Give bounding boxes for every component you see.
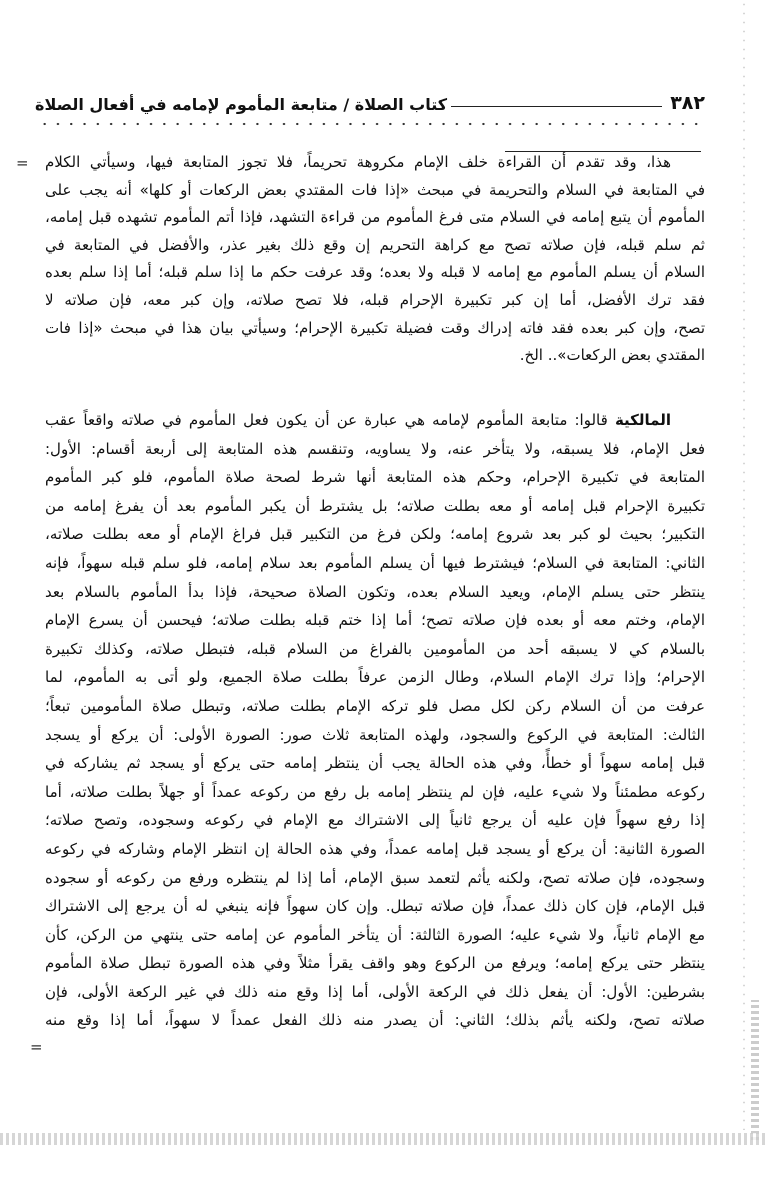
text-line: وسجوده، فإن صلاته تصح، ولكنه يأثم لتعمد سبق الإمام، أما إذا لم ينتظره ورفع من ركوعه أو سجوده xyxy=(45,868,705,887)
text-line: فقد ترك الأفضل، أما إن كبر تكبيرة الإحرام قبله، فلا تصح صلاته، وإن كبر معه، فإن صلاته لا xyxy=(45,290,705,309)
text-line: المتابعة في تكبيرة الإحرام، وحكم هذه المتابعة أنها شرط لصحة صلاة المأموم، فلو كبر المأموم xyxy=(45,468,705,487)
text-line: عرفت من أن السلام ركن لكل مصل فلو تركه الإمام بطلت صلاته، وتبطل صلاة المأمومين تبعاً؛ xyxy=(45,696,705,715)
text-line: بشرطين: الأول: أن يفعل ذلك في الركعة الأولى، أما إذا وقع منه ذلك في غير الركعة الأولى، فإن xyxy=(45,982,705,1001)
text-line: تكبيرة الإحرام قبل إمامه أو معه بطلت صلاته؛ بل يشترط أن يكبر المأموم بعد أن يفرغ إمامه من xyxy=(45,496,705,515)
text-line: الصورة الثانية: أن يركع أو يسجد قبل إمامه عمداً، وفي هذه الحالة إن انتظر الإمام وشاركه في ركوعه xyxy=(45,839,705,858)
decorative-border xyxy=(751,1000,759,1140)
text-line: قبل إمامه سهواً أو خطأً، وفي هذه الحالة يجب أن ينتظر إمامه حتى يركع أو يسجد ثم يشاركه في xyxy=(45,754,705,773)
text-line: هذا، وقد تقدم أن القراءة خلف الإمام مكروهة تحريماً، فلا تجوز المتابعة فيها، وسيأتي الكلام xyxy=(45,153,671,171)
header-title: كتاب الصلاة / متابعة المأموم لإمامه في أفعال الصلاة xyxy=(35,95,448,114)
text-line: ينتظر حتى يسلم الإمام، ويعيد السلام بعده، وتكون الصلاة صحيحة، فإذا بدأ المأموم بالسلام بعد xyxy=(45,582,705,601)
text-line: إذا رفع سهواً فإن عليه أن يرجع ثانياً إلى الاشتراك مع الإمام في ركوعه وسجوده، وتصح صلاته؛ xyxy=(45,811,705,830)
scan-margin-speckle xyxy=(741,0,747,1130)
text-line: قبل الإمام، فإن كان ذلك عمداً، فإن صلاته تبطل. وإن كان سهواً فإنه ينبغي له أن يرجع إلى الاشتراك xyxy=(45,897,705,916)
text-line: الثاني: المتابعة في السلام؛ فيشترط فيها أن يسلم المأموم بعد سلام إمامه، فلو سلم قبله سهواً، فإنه xyxy=(45,553,705,572)
text-line: ركوعه مطمئناً ولا شيء عليه، فإن لم ينتظر إمامه بل رفع من ركوعه عمداً أو جهلاً بطلت صلاته، أما xyxy=(45,782,705,801)
text-line: التكبير؛ بحيث لو كبر بعد شروع إمامه؛ ولكن فرغ من التكبير قبل فراغ الإمام أو معه بطلت صلاته، xyxy=(45,525,705,544)
running-header xyxy=(35,86,705,114)
continuation-mark-end: = xyxy=(30,1038,43,1056)
continuation-mark-start: = xyxy=(16,154,29,172)
text-line: الثالث: المتابعة في الركوع والسجود، ولهذه المتابعة ثلاث صور: الصورة الأولى: أن يركع أو يسجد xyxy=(45,725,705,744)
text-line: بالسلام كي لا يسبقه أحد من المأمومين بالفراغ من السلام قبله، فتبطل صلاته، وكذلك تكبيرة xyxy=(45,639,705,658)
text-line: ثم سلم قبله، فإن صلاته تصح مع كراهة التحريم إن وقع ذلك بغير عذر، والأفضل في المتابعة في xyxy=(45,235,705,254)
school-name-maliki: المالكية xyxy=(614,411,671,429)
footnote-paragraph-hanafi xyxy=(45,149,705,370)
text-line: مع الإمام ثانياً، ولا شيء عليه؛ الصورة الثالثة: أن يتأخر المأموم عن إمامه حتى ينتهي من الركن، كأن xyxy=(45,925,705,944)
decorative-border xyxy=(0,1133,765,1145)
text-line: الإمام، وختم معه أو بعده فإن صلاته تصح؛ أما إذا ختم قبله بطلت صلاته؛ فيحسن أن يسرع الإمام xyxy=(45,611,705,630)
header-rule xyxy=(451,106,662,107)
text-line: تصح، وإن كبر بعده فقد فاته إدراك وقت فضيلة تكبيرة الإحرام؛ وسيأتي بيان هذا في مبحث «إذا فات xyxy=(45,318,705,337)
text-line: في المتابعة في السلام والتحريمة في مبحث «إذا فات المقتدي بعض الركعات أو كلها» أنه يجب على xyxy=(45,180,705,199)
page-number: ٣٨٢ xyxy=(670,92,705,114)
text-line: السلام أن يسلم المأموم مع إمامه لا قبله ولا بعده؛ وقد عرفت حكم ما إذا سلم قبله؛ أما إذا سلم بعده xyxy=(45,263,705,282)
text-line: فعل الإمام، فلا يسبقه، ولا يتأخر عنه، ولا يساويه، وتنقسم هذه المتابعة إلى أربعة أقسام: الأول: xyxy=(45,439,705,458)
footnote-paragraph-maliki xyxy=(45,406,705,1035)
text-line: المقتدي بعض الركعات».. الخ. xyxy=(519,346,705,365)
text-line: ينتظر حتى يركع إمامه؛ ويرفع من الركوع وهو واقف يقرأ مثلاً وفي هذه الصورة تبطل صلاة المأموم xyxy=(45,954,705,973)
text-line: صلاته تصح، ولكنه يأثم بذلك؛ الثاني: أن يصدر منه ذلك الفعل عمداً لا سهواً، أما إذا وقع منه xyxy=(45,1011,705,1030)
dotted-separator xyxy=(38,120,703,128)
text-line: الإحرام؛ وإذا ترك الإمام السلام، وطال الزمن عرفاً بطلت صلاة الجميع، ولو أتى به المأموم، لما xyxy=(45,668,705,687)
text-span: قالوا: متابعة المأموم لإمامه هي عبارة عن أن يكون فعل المأموم في صلاته واقعاً عقب xyxy=(45,411,615,429)
text-line xyxy=(45,406,705,435)
text-line: المأموم أن يتبع إمامه في السلام متى فرغ المأموم من قراءة التشهد، فإذا أتم المأموم تشهده قبل إمامه، xyxy=(45,208,705,227)
